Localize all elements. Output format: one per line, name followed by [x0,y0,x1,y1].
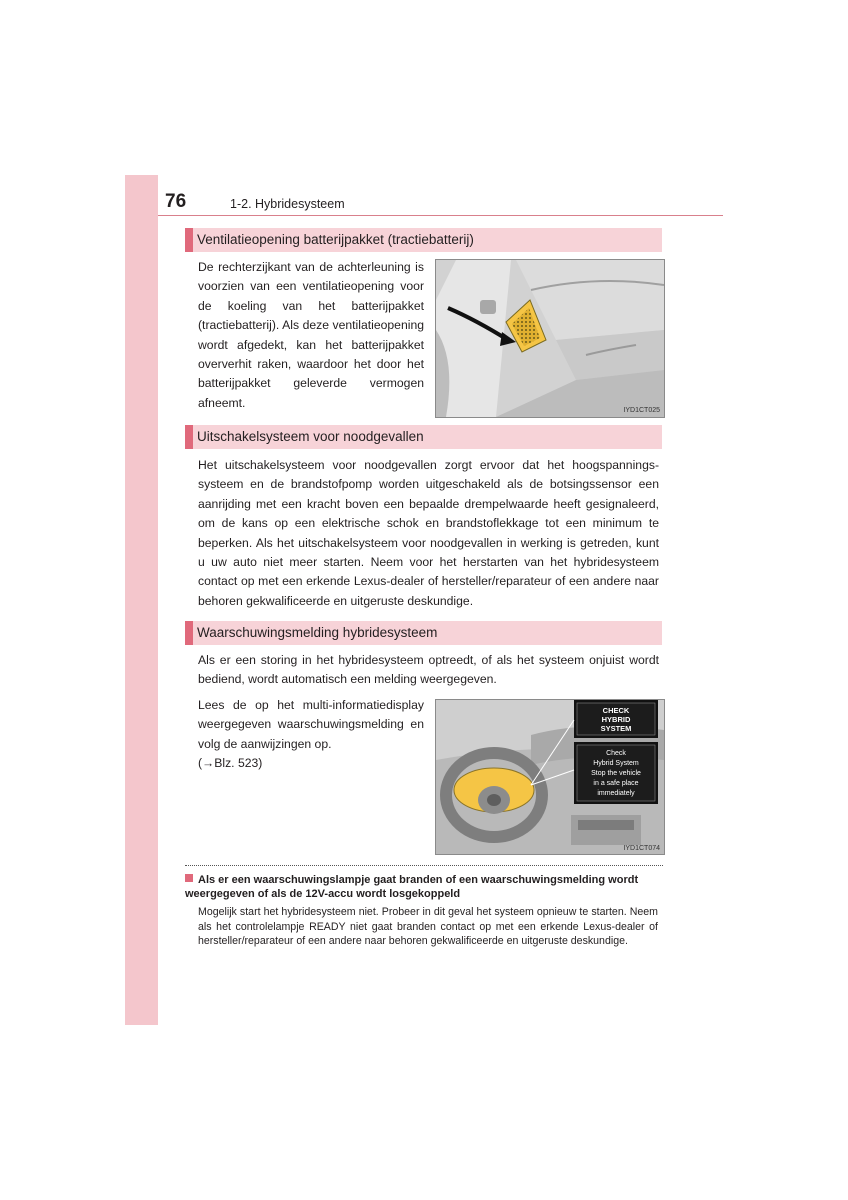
bullet-square-icon [185,874,193,882]
display-line: Hybrid System [593,760,639,767]
note-body: Mogelijk start het hybridesysteem niet. Probeer in dit geval het systeem opnieuw te starten. Neem als het controlelampje READY niet gaat branden contact op met een erkende Lexus-dealer of hersteller/reparateur of een andere naar behoren gekwalificeerde en uitgeruste deskundige. [198,906,658,947]
display-line: SYSTEM [600,724,632,733]
display-line: Check [606,750,626,757]
paragraph-text: Lees de op het multi-informatiedisplay weergegeven waarschuwingsmelding en volg de aanwijzingen op. [198,698,424,751]
note-title: Als er een waarschuwingslampje gaat branden of een waarschuwingsmelding wordt weergegeven of als de 12V-accu wordt losgekoppeld [185,874,639,900]
battery-vent-figure [435,259,665,418]
section-title: Uitschakelsysteem voor noodgevallen [197,429,424,444]
section-title: Ventilatieopening batterijpakket (tractiebatterij) [197,232,474,247]
section-heading-emergency-shutoff [185,425,662,449]
display-line: immediately [597,790,635,797]
display-line: in a safe place [593,780,639,787]
display-line: HYBRID [601,715,631,724]
note-divider [185,865,663,866]
section-heading-ventilation [185,228,662,252]
hybrid-warning-instructions [198,696,424,774]
display-line: Stop the vehicle [591,770,641,777]
note-heading [185,873,665,901]
paragraph-text: Het uitschakelsysteem voor noodgevallen zorgt ervoor dat het hoogspanningssysteem en de brandstofpomp worden uitgeschakeld als de botsingssensor een aanrijding met een kracht boven een bepaalde drempelwaarde heeft gesignaleerd, om de kans op een elektrische schok en brandstoflekkage tot een minimum te beperken. Als het uitschakelsysteem voor noodgevallen in werking is getreden, kunt u uw auto niet meer starten. Neem voor het herstarten van het hybridesysteem contact op met een erkende Lexus-dealer of hersteller/reparateur of een andere naar behoren gekwalificeerde en uitgeruste deskundige. [198,458,659,608]
page-reference: (→Blz. 523) [198,756,263,771]
section-title: Waarschuwingsmelding hybridesysteem [197,625,438,640]
figure-code: IYD1CT025 [623,407,660,414]
dashboard-warning-figure [435,699,665,855]
hybrid-warning-intro [198,651,659,690]
paragraph-text: Als er een storing in het hybridesysteem optreedt, of als het systeem onjuist wordt bediend, wordt automatisch een melding weergegeven. [198,653,659,687]
paragraph-text: De rechterzijkant van de achterleuning is voorzien van een ventilatieopening voor de koeling van het batterijpakket (tractiebatterij). Als deze ventilatieopening wordt afgedekt, kan het batterijpakket oververhit raken, waardoor het door het batterijpakket geleverde vermogen afneemt. [198,260,424,410]
figure-code: IYD1CT074 [623,845,660,852]
section-heading-bar [185,621,193,645]
seat-illustration [436,260,664,417]
section-heading-bar [185,425,193,449]
ventilation-paragraph [198,258,424,413]
page-number: 76 [165,191,187,212]
chapter-title: 1-2. Hybridesysteem [230,197,345,211]
section-heading-bar [185,228,193,252]
side-margin-band [125,175,158,1025]
section-heading-hybrid-warning [185,621,662,645]
dashboard-illustration [436,700,664,854]
header-divider [158,215,723,216]
display-line: CHECK [602,706,630,715]
emergency-shutoff-paragraph [198,456,659,611]
